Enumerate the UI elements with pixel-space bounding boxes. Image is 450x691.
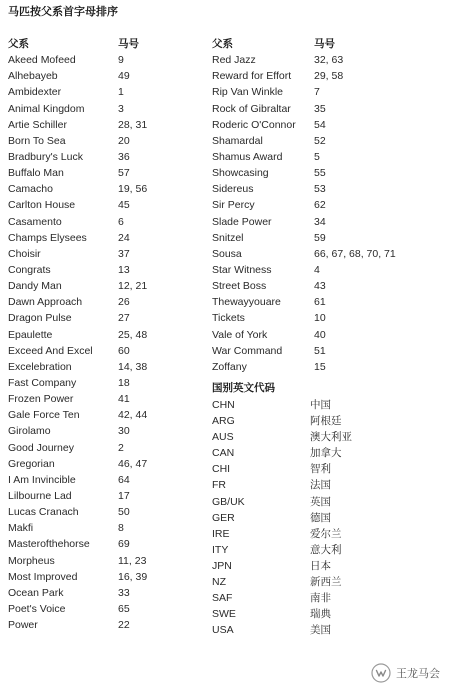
- sire-name: Casamento: [8, 215, 62, 228]
- country-code: ITY: [212, 543, 229, 556]
- table-row: [8, 117, 208, 133]
- table-row: [8, 181, 208, 197]
- sire-name: Animal Kingdom: [8, 102, 85, 115]
- table-row: [212, 343, 442, 359]
- country-code-list: [212, 397, 442, 638]
- country-name: 美国: [310, 624, 331, 637]
- sire-name: Morpheus: [8, 554, 55, 567]
- country-code: CAN: [212, 447, 235, 460]
- horse-numbers: 45: [118, 199, 130, 212]
- country-code-row: [212, 413, 442, 429]
- horse-numbers: 54: [314, 118, 326, 131]
- horse-numbers: 2: [118, 441, 124, 454]
- sire-name: Roderic O'Connor: [212, 118, 296, 131]
- horse-numbers: 20: [118, 134, 130, 147]
- table-row: [212, 117, 442, 133]
- table-row: [212, 278, 442, 294]
- country-name: 澳大利亚: [310, 431, 352, 444]
- horse-numbers: 18: [118, 376, 130, 389]
- table-row: [212, 294, 442, 310]
- country-code: AUS: [212, 431, 234, 444]
- table-row: [8, 230, 208, 246]
- sire-name: Artie Schiller: [8, 118, 67, 131]
- horse-numbers: 4: [314, 263, 320, 276]
- left-rows: [8, 52, 208, 633]
- right-column: [212, 36, 442, 638]
- sire-name: Vale of York: [212, 328, 268, 341]
- horse-numbers: 28, 31: [118, 118, 148, 131]
- sire-name: Red Jazz: [212, 54, 256, 67]
- table-row: [212, 262, 442, 278]
- sire-name: Shamus Award: [212, 150, 283, 163]
- sire-name: Carlton House: [8, 199, 76, 212]
- horse-numbers: 41: [118, 393, 130, 406]
- table-row: [8, 601, 208, 617]
- sire-name: Snitzel: [212, 231, 244, 244]
- sire-name: Girolamo: [8, 425, 51, 438]
- sire-name: Akeed Mofeed: [8, 54, 76, 67]
- horse-numbers: 3: [118, 102, 124, 115]
- country-name: 日本: [310, 559, 331, 572]
- country-name: 爱尔兰: [310, 527, 342, 540]
- country-name: 新西兰: [310, 575, 342, 588]
- country-name: 英国: [310, 495, 331, 508]
- sire-name: Gregorian: [8, 457, 55, 470]
- country-code: JPN: [212, 559, 232, 572]
- table-row: [8, 423, 208, 439]
- sire-name: Ambidexter: [8, 86, 62, 99]
- left-column: [8, 36, 208, 633]
- horse-numbers: 14, 38: [118, 360, 148, 373]
- sire-name: Rock of Gibraltar: [212, 102, 291, 115]
- sire-name: Masterofthehorse: [8, 538, 90, 551]
- horse-numbers: 53: [314, 183, 326, 196]
- horse-numbers: 62: [314, 199, 326, 212]
- table-row: [8, 504, 208, 520]
- sire-name: Congrats: [8, 263, 51, 276]
- sire-name: Excelebration: [8, 360, 72, 373]
- horse-numbers: 52: [314, 134, 326, 147]
- country-code-row: [212, 429, 442, 445]
- country-name: 阿根廷: [310, 415, 342, 428]
- sire-name: Born To Sea: [8, 134, 66, 147]
- country-code: IRE: [212, 527, 230, 540]
- sire-name: Power: [8, 619, 38, 632]
- table-row: [8, 488, 208, 504]
- country-name: 加拿大: [310, 447, 342, 460]
- table-row: [212, 310, 442, 326]
- country-code: ARG: [212, 415, 235, 428]
- horse-numbers: 22: [118, 619, 130, 632]
- country-code-row: [212, 542, 442, 558]
- table-row: [8, 246, 208, 262]
- sire-header: 父系: [8, 38, 29, 50]
- table-row: [212, 68, 442, 84]
- country-code-row: [212, 526, 442, 542]
- table-row: [8, 472, 208, 488]
- country-code-row: [212, 574, 442, 590]
- horse-numbers: 12, 21: [118, 280, 148, 293]
- country-name: 意大利: [310, 543, 342, 556]
- sire-header: 父系: [212, 38, 233, 50]
- horse-numbers: 17: [118, 489, 130, 502]
- sire-name: Dandy Man: [8, 280, 62, 293]
- country-name: 德国: [310, 511, 331, 524]
- country-code: USA: [212, 624, 234, 637]
- sire-name: Makfi: [8, 522, 34, 535]
- sire-name: Choisir: [8, 247, 41, 260]
- country-name: 瑞典: [310, 608, 331, 621]
- horse-numbers: 10: [314, 312, 326, 325]
- sire-name: Tickets: [212, 312, 245, 325]
- table-row: [8, 133, 208, 149]
- table-row: [212, 181, 442, 197]
- horse-numbers: 29, 58: [314, 70, 344, 83]
- sire-name: Showcasing: [212, 167, 269, 180]
- sire-name: Reward for Effort: [212, 70, 292, 83]
- table-row: [8, 165, 208, 181]
- horse-numbers: 59: [314, 231, 326, 244]
- horse-numbers: 19, 56: [118, 183, 148, 196]
- table-row: [8, 407, 208, 423]
- sire-name: Shamardal: [212, 134, 263, 147]
- sire-name: Alhebayeb: [8, 70, 58, 83]
- sire-name: Zoffany: [212, 360, 247, 373]
- sire-name: Sir Percy: [212, 199, 255, 212]
- table-row: [212, 101, 442, 117]
- sire-name: Camacho: [8, 183, 53, 196]
- table-row: [8, 569, 208, 585]
- sire-name: Champs Elysees: [8, 231, 87, 244]
- right-header-row: [212, 36, 442, 52]
- horse-numbers: 25, 48: [118, 328, 148, 341]
- country-code: CHI: [212, 463, 231, 476]
- sire-name: Star Witness: [212, 263, 272, 276]
- sire-name: Rip Van Winkle: [212, 86, 283, 99]
- table-row: [8, 375, 208, 391]
- table-row: [8, 214, 208, 230]
- country-name: 法国: [310, 479, 331, 492]
- sire-name: Street Boss: [212, 280, 267, 293]
- horse-numbers: 43: [314, 280, 326, 293]
- country-code: FR: [212, 479, 226, 492]
- page-title: 马匹按父系首字母排序: [8, 6, 118, 18]
- country-code: SAF: [212, 592, 233, 605]
- table-row: [212, 214, 442, 230]
- table-row: [8, 553, 208, 569]
- horse-numbers: 32, 63: [314, 54, 344, 67]
- horse-numbers: 69: [118, 538, 130, 551]
- horse-numbers: 66, 67, 68, 70, 71: [314, 247, 396, 260]
- horse-numbers: 46, 47: [118, 457, 148, 470]
- country-code: CHN: [212, 398, 235, 411]
- horse-numbers: 7: [314, 86, 320, 99]
- sire-name: Fast Company: [8, 376, 77, 389]
- sire-name: Most Improved: [8, 570, 78, 583]
- horse-numbers: 61: [314, 296, 326, 309]
- horse-numbers: 30: [118, 425, 130, 438]
- sire-name: Thewayyouare: [212, 296, 281, 309]
- table-row: [212, 359, 442, 375]
- table-row: [8, 262, 208, 278]
- sire-name: Sousa: [212, 247, 242, 260]
- table-row: [212, 165, 442, 181]
- horse-numbers: 65: [118, 602, 130, 615]
- horse-numbers: 49: [118, 70, 130, 83]
- horse-numbers: 13: [118, 263, 130, 276]
- sire-name: War Command: [212, 344, 283, 357]
- country-code-row: [212, 477, 442, 493]
- left-header-row: [8, 36, 208, 52]
- country-code: GB/UK: [212, 495, 245, 508]
- right-rows: [212, 52, 442, 375]
- table-row: [8, 294, 208, 310]
- sire-name: Sidereus: [212, 183, 254, 196]
- table-row: [212, 133, 442, 149]
- horse-numbers: 6: [118, 215, 124, 228]
- table-row: [212, 52, 442, 68]
- country-code: GER: [212, 511, 235, 524]
- table-row: [8, 278, 208, 294]
- table-row: [8, 617, 208, 633]
- country-code-row: [212, 622, 442, 638]
- horse-numbers: 24: [118, 231, 130, 244]
- sire-name: I Am Invincible: [8, 473, 76, 486]
- country-name: 南非: [310, 592, 331, 605]
- sire-name: Dawn Approach: [8, 296, 83, 309]
- table-row: [212, 327, 442, 343]
- table-row: [212, 149, 442, 165]
- table-row: [8, 456, 208, 472]
- table-row: [8, 149, 208, 165]
- country-code: NZ: [212, 575, 226, 588]
- country-code: SWE: [212, 608, 236, 621]
- table-row: [8, 536, 208, 552]
- sire-name: Good Journey: [8, 441, 74, 454]
- horse-numbers: 40: [314, 328, 326, 341]
- horse-numbers: 34: [314, 215, 326, 228]
- horse-numbers: 11, 23: [118, 554, 147, 567]
- table-row: [212, 246, 442, 262]
- horse-numbers: 33: [118, 586, 130, 599]
- sire-name: Gale Force Ten: [8, 409, 80, 422]
- horse-numbers: 9: [118, 54, 124, 67]
- country-code-row: [212, 590, 442, 606]
- sire-name: Bradbury's Luck: [8, 150, 83, 163]
- horse-no-header: 马号: [314, 38, 335, 50]
- horse-numbers: 60: [118, 344, 130, 357]
- watermark-text: 王龙马会: [396, 668, 440, 680]
- horse-numbers: 51: [314, 344, 326, 357]
- horse-numbers: 64: [118, 473, 130, 486]
- sire-name: Slade Power: [212, 215, 272, 228]
- table-row: [8, 84, 208, 100]
- table-row: [8, 101, 208, 117]
- table-row: [8, 52, 208, 68]
- country-code-row: [212, 445, 442, 461]
- horse-no-header: 马号: [118, 38, 139, 50]
- country-code-row: [212, 461, 442, 477]
- horse-numbers: 35: [314, 102, 326, 115]
- country-code-row: [212, 606, 442, 622]
- wechat-channel-icon: [371, 663, 391, 683]
- horse-numbers: 36: [118, 150, 130, 163]
- horse-numbers: 27: [118, 312, 130, 325]
- horse-numbers: 37: [118, 247, 130, 260]
- table-row: [212, 197, 442, 213]
- country-name: 智利: [310, 463, 331, 476]
- sire-name: Lilbourne Lad: [8, 489, 72, 502]
- watermark: [371, 663, 440, 683]
- sire-name: Exceed And Excel: [8, 344, 93, 357]
- table-row: [8, 440, 208, 456]
- sire-name: Dragon Pulse: [8, 312, 72, 325]
- table-row: [8, 68, 208, 84]
- horse-numbers: 57: [118, 167, 130, 180]
- horse-numbers: 55: [314, 167, 326, 180]
- horse-numbers: 5: [314, 150, 320, 163]
- country-code-row: [212, 510, 442, 526]
- country-section-title: 国别英文代码: [212, 381, 275, 394]
- horse-numbers: 42, 44: [118, 409, 148, 422]
- table-row: [8, 520, 208, 536]
- table-row: [212, 84, 442, 100]
- horse-numbers: 26: [118, 296, 130, 309]
- horse-numbers: 8: [118, 522, 124, 535]
- table-row: [8, 310, 208, 326]
- table-row: [8, 197, 208, 213]
- horse-numbers: 1: [118, 86, 124, 99]
- sire-name: Ocean Park: [8, 586, 64, 599]
- sire-name: Poet's Voice: [8, 602, 66, 615]
- country-code-row: [212, 397, 442, 413]
- sire-name: Epaulette: [8, 328, 53, 341]
- table-row: [212, 230, 442, 246]
- horse-numbers: 50: [118, 506, 130, 519]
- table-row: [8, 327, 208, 343]
- sire-name: Buffalo Man: [8, 167, 64, 180]
- country-name: 中国: [310, 398, 331, 411]
- country-code-row: [212, 558, 442, 574]
- horse-numbers: 15: [314, 360, 326, 373]
- table-row: [8, 359, 208, 375]
- sire-name: Frozen Power: [8, 393, 74, 406]
- country-code-row: [212, 494, 442, 510]
- table-row: [8, 585, 208, 601]
- horse-numbers: 16, 39: [118, 570, 148, 583]
- table-row: [8, 343, 208, 359]
- sire-name: Lucas Cranach: [8, 506, 79, 519]
- table-row: [8, 391, 208, 407]
